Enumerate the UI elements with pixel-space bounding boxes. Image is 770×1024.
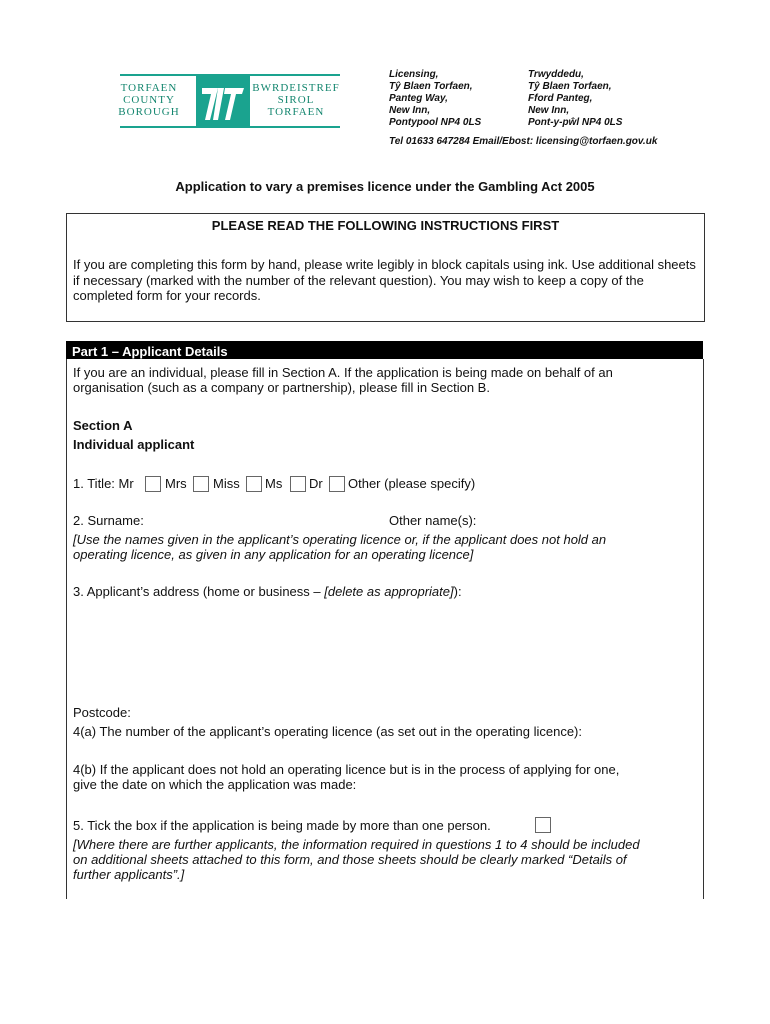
section-a-heading: Section A: [73, 418, 133, 433]
title-mrs-checkbox[interactable]: [193, 476, 209, 492]
q5-note-line: further applicants”.]: [73, 867, 185, 882]
title-option-label: Miss: [213, 476, 240, 491]
q5-label: 5. Tick the box if the application is being made by more than one person.: [73, 818, 491, 833]
part1-left-border: [66, 359, 67, 899]
title-miss-checkbox[interactable]: [246, 476, 262, 492]
part1-intro-line: If you are an individual, please fill in Section A. If the application is being made on behalf of an: [73, 365, 613, 380]
q5-note-line: [Where there are further applicants, the information required in questions 1 to 4 should be included: [73, 837, 640, 852]
address-line: Panteg Way,: [389, 93, 448, 104]
q1-label: 1. Title: Mr: [73, 476, 134, 491]
q3-prefix: 3. Applicant’s address (home or business –: [73, 584, 325, 599]
document-title: Application to vary a premises licence under the Gambling Act 2005: [175, 179, 595, 194]
title-option-label: Ms: [265, 476, 283, 491]
part1-heading: Part 1 – Applicant Details: [72, 344, 228, 359]
address-line: New Inn,: [389, 105, 431, 116]
logo-cy-line: TORFAEN: [267, 106, 325, 118]
title-ms-checkbox[interactable]: [290, 476, 306, 492]
title-mr-checkbox[interactable]: [145, 476, 161, 492]
instructions-box: [66, 213, 705, 322]
q3-italic: [delete as appropriate]: [324, 584, 454, 599]
logo-en-line: COUNTY: [123, 94, 175, 106]
address-line: New Inn,: [528, 105, 570, 116]
q4a-label: 4(a) The number of the applicant’s operating licence (as set out in the operating licence):: [73, 724, 582, 739]
instructions-body: If you are completing this form by hand, please write legibly in block capitals using ink. Use additional sheets if necessary (marked with the number of the relevant question). You may wish to keep a copy of the completed form for your records.: [73, 257, 696, 303]
logo-mark-icon: [196, 76, 250, 128]
address-line: Tŷ Blaen Torfaen,: [528, 81, 612, 92]
torfaen-logo: [112, 70, 344, 132]
part1-intro-line: organisation (such as a company or partnership), please fill in Section B.: [73, 380, 490, 395]
title-option-label: Other (please specify): [348, 476, 476, 491]
logo-en-line: BOROUGH: [118, 106, 180, 118]
part1-header: [66, 341, 703, 359]
q4b-line: 4(b) If the applicant does not hold an operating licence but is in the process of applying for one,: [73, 762, 620, 777]
contact-line: Tel 01633 647284 Email/Ebost: licensing@torfaen.gov.uk: [389, 136, 658, 147]
q4b-line: give the date on which the application was made:: [73, 777, 357, 792]
q2-note-line: operating licence, as given in any application for an operating licence]: [73, 547, 474, 562]
q2-surname-label: 2. Surname:: [73, 513, 144, 528]
logo-english-text: [112, 82, 186, 118]
instructions-heading: PLEASE READ THE FOLLOWING INSTRUCTIONS FIRST: [211, 218, 560, 233]
address-line: Licensing,: [389, 69, 439, 80]
q2-other-names-label: Other name(s):: [389, 513, 477, 528]
part1-right-border: [703, 359, 704, 899]
postcode-label: Postcode:: [73, 705, 131, 720]
logo-cy-line: SIROL: [277, 94, 315, 106]
address-welsh: [528, 69, 622, 129]
section-a-subheading: Individual applicant: [73, 437, 195, 452]
address-line: Trwyddedu,: [528, 69, 584, 80]
title-option-label: Mrs: [165, 476, 187, 491]
q5-note-line: on additional sheets attached to this form, and those sheets should be clearly marked “Details of: [73, 852, 627, 867]
address-line: Fford Panteg,: [528, 93, 593, 104]
q3-suffix: ):: [453, 584, 462, 599]
address-line: Pontypool NP4 0LS: [389, 117, 482, 128]
address-line: Tŷ Blaen Torfaen,: [389, 81, 473, 92]
q2-note-line: [Use the names given in the applicant’s operating licence or, if the applicant does not hold an: [73, 532, 607, 547]
title-dr-checkbox[interactable]: [329, 476, 345, 492]
address-english: [389, 69, 481, 129]
multiple-applicants-checkbox[interactable]: [535, 817, 551, 833]
address-line: Pont-y-pŵl NP4 0LS: [528, 117, 623, 128]
q3-address-label: [73, 584, 462, 600]
title-option-label: Dr: [309, 476, 323, 491]
logo-welsh-text: [252, 82, 340, 118]
logo-cy-line: BWRDEISTREF: [252, 82, 340, 94]
logo-en-line: TORFAEN: [120, 82, 178, 94]
